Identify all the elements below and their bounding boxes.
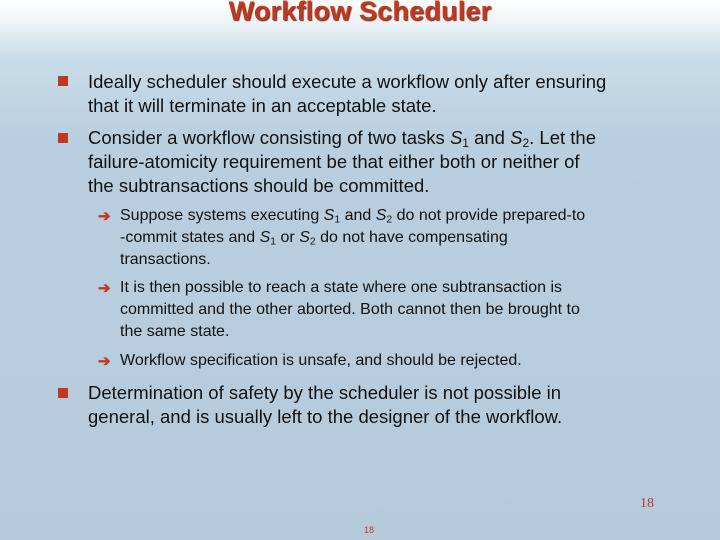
subbullet-1 [120, 205, 585, 271]
square-bullet-icon [58, 76, 68, 86]
subbullet-3 [120, 350, 522, 372]
subbullet-1-line-3: transactions. [120, 251, 211, 268]
arrow-bullet-icon: ➔ [98, 353, 111, 370]
bullet-2 [88, 126, 596, 198]
subbullet-1-line-2: -commit states and $S_1$ or $S_2$ do not have compensating [120, 229, 508, 248]
page-number-footer: 18 [364, 525, 375, 535]
arrow-bullet-icon: ➔ [98, 208, 111, 225]
subbullet-2-line-2: committed and the other aborted. Both cannot then be brought to [120, 301, 580, 318]
bullet-3-line-1: Determination of safety by the scheduler is not possible in [88, 382, 562, 403]
bullet-1-line-2: that it will terminate in an acceptable state. [88, 95, 437, 116]
bullet-1-line-1: Ideally scheduler should execute a workflow only after ensuring [88, 71, 607, 92]
bullet-2-line-3: the subtransactions should be committed. [88, 175, 430, 196]
square-bullet-icon [58, 388, 68, 398]
subbullet-2-line-3: the same state. [120, 323, 230, 340]
subbullet-2 [120, 277, 580, 343]
bullet-3-line-2: general, and is usually left to the designer of the workflow. [88, 406, 563, 427]
subbullet-1-line-1: Suppose systems executing $S_1$ and $S_2$ do not provide prepared-to [120, 207, 586, 226]
bullet-3 [88, 381, 562, 429]
page-number: 18 [640, 496, 654, 511]
arrow-bullet-icon: ➔ [98, 280, 111, 297]
square-bullet-icon [58, 133, 68, 143]
subbullet-3-line-1: Workflow specification is unsafe, and should be rejected. [120, 352, 522, 369]
bullet-2-line-1: Consider a workflow consisting of two tasks $S_1$ and $S_2$. Let the [88, 127, 597, 150]
subbullet-2-line-1: It is then possible to reach a state where one subtransaction is [120, 279, 563, 296]
slide-title: Workflow Scheduler [228, 0, 492, 26]
bullet-2-line-2: failure-atomicity requirement be that either both or neither of [88, 151, 580, 172]
bullet-1 [88, 70, 606, 118]
